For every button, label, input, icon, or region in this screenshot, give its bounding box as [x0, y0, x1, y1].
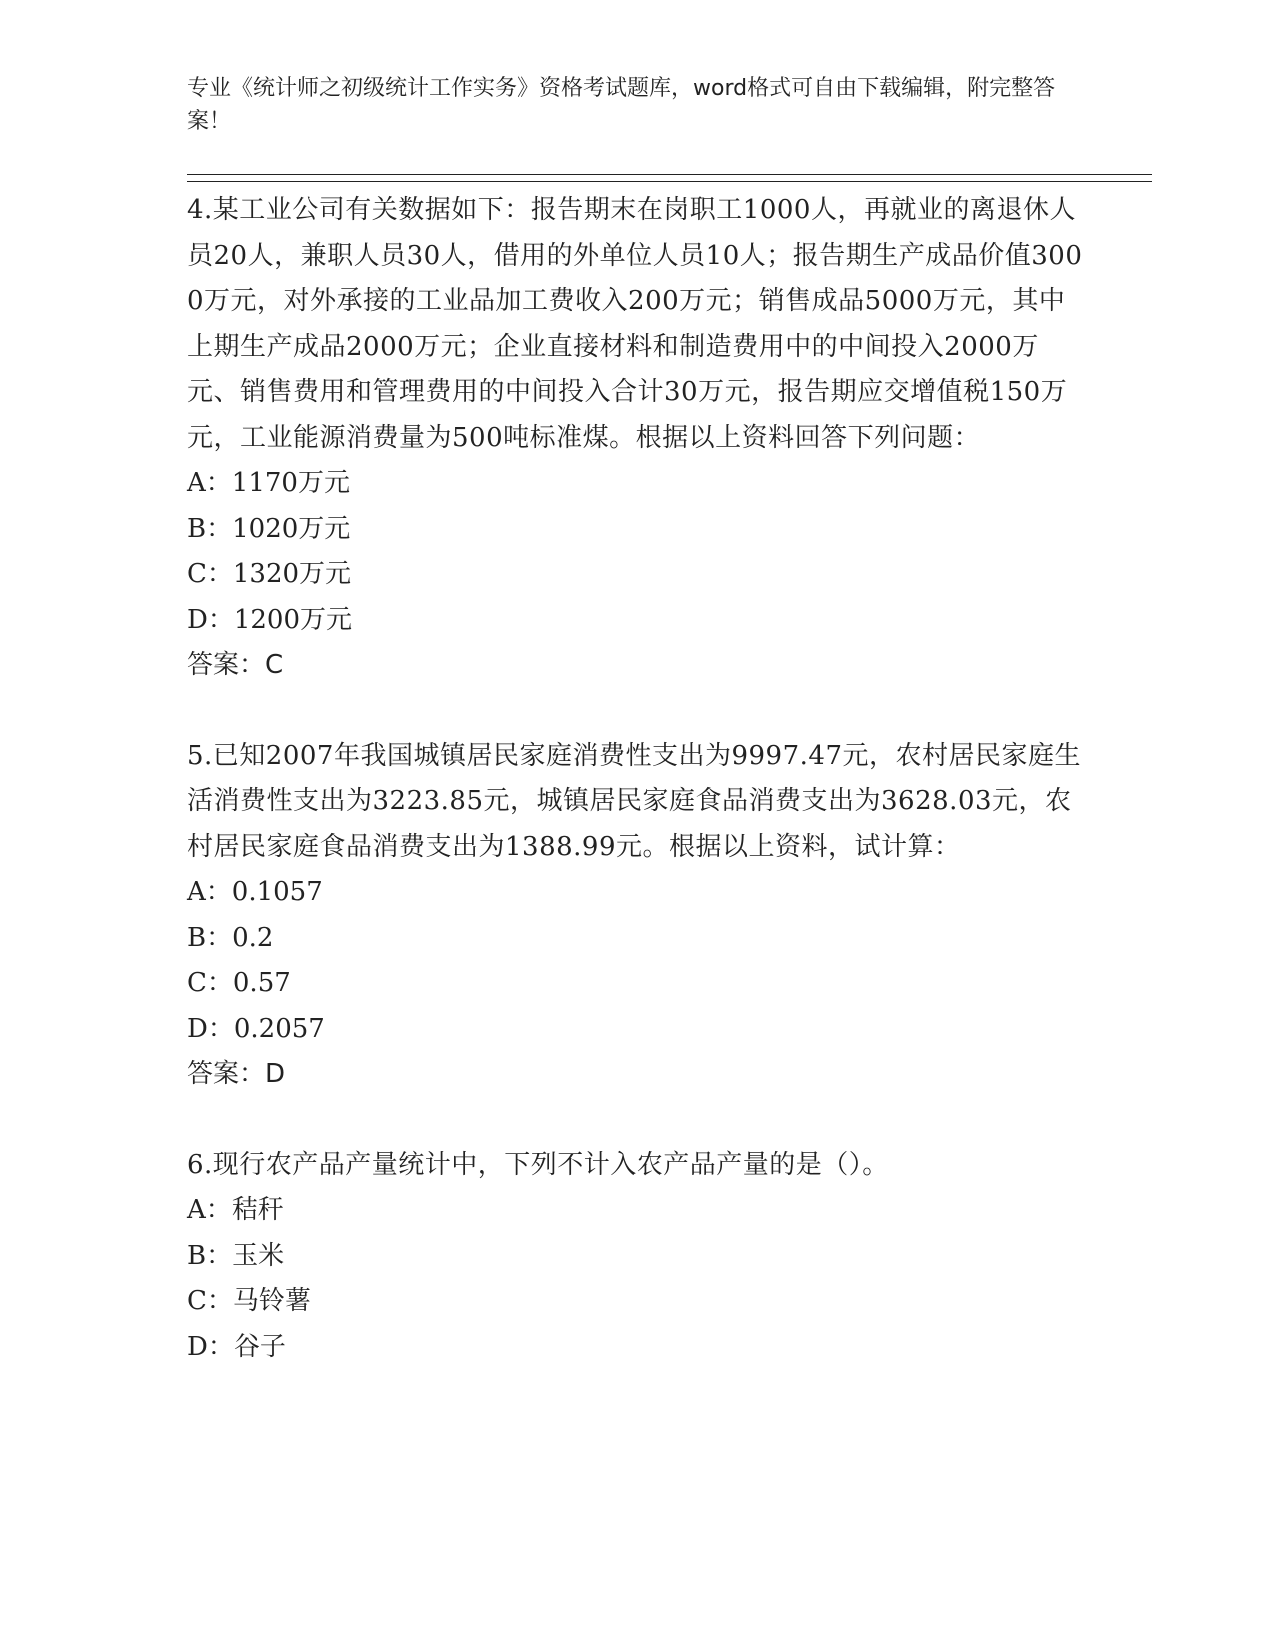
question-text: 6.现行农产品产量统计中，下列不计入农产品产量的是（）。 [187, 1149, 889, 1180]
question-spacer [187, 689, 1087, 734]
option-c: C：0.57 [187, 968, 291, 998]
option-d: D：1200万元 [187, 604, 353, 635]
option-a: A：0.1057 [187, 877, 323, 907]
option-c: C：1320万元 [187, 559, 352, 589]
question-spacer [187, 1098, 1087, 1143]
option-b: B：0.2 [187, 922, 274, 953]
option-a: A：秸秆 [187, 1195, 284, 1225]
option-b: B：玉米 [187, 1240, 285, 1271]
option-a: A：1170万元 [187, 468, 350, 498]
question-4 [187, 188, 1087, 689]
header-divider-bottom [187, 181, 1152, 182]
option-b: B：1020万元 [187, 513, 351, 544]
option-c: C：马铃薯 [187, 1286, 311, 1316]
option-d: D：0.2057 [187, 1013, 325, 1044]
document-header: 专业《统计师之初级统计工作实务》资格考试题库，word格式可自由下载编辑，附完整答案！ [187, 76, 1056, 134]
question-5 [187, 734, 1087, 1098]
answer-label: 答案：D [187, 1059, 286, 1089]
question-text: 4.某工业公司有关数据如下：报告期末在岗职工1000人，再就业的离退休人员20人，兼职人员30人，借用的外单位人员10人；报告期生产成品价值3000万元，对外承接的工业品加工费收入200万元；销售成品5000万元，其中上期生产成品2000万元；企业直接材料和制造费用中的中间投入2000万元、销售费用和管理费用的中间投入合计30万元，报告期应交增值税150万元，工业能源消费量为500吨标准煤。根据以上资料回答下列问题： [187, 195, 1083, 453]
option-d: D：谷子 [187, 1331, 286, 1362]
question-6 [187, 1143, 1087, 1371]
question-list [187, 188, 1087, 1370]
header-divider-top [187, 174, 1152, 175]
question-text: 5.已知2007年我国城镇居民家庭消费性支出为9997.47元，农村居民家庭生活消费性支出为3223.85元，城镇居民家庭食品消费支出为3628.03元，农村居民家庭食品消费支出为1388.99元。根据以上资料，试计算： [187, 740, 1081, 862]
answer-label: 答案：C [187, 650, 284, 680]
